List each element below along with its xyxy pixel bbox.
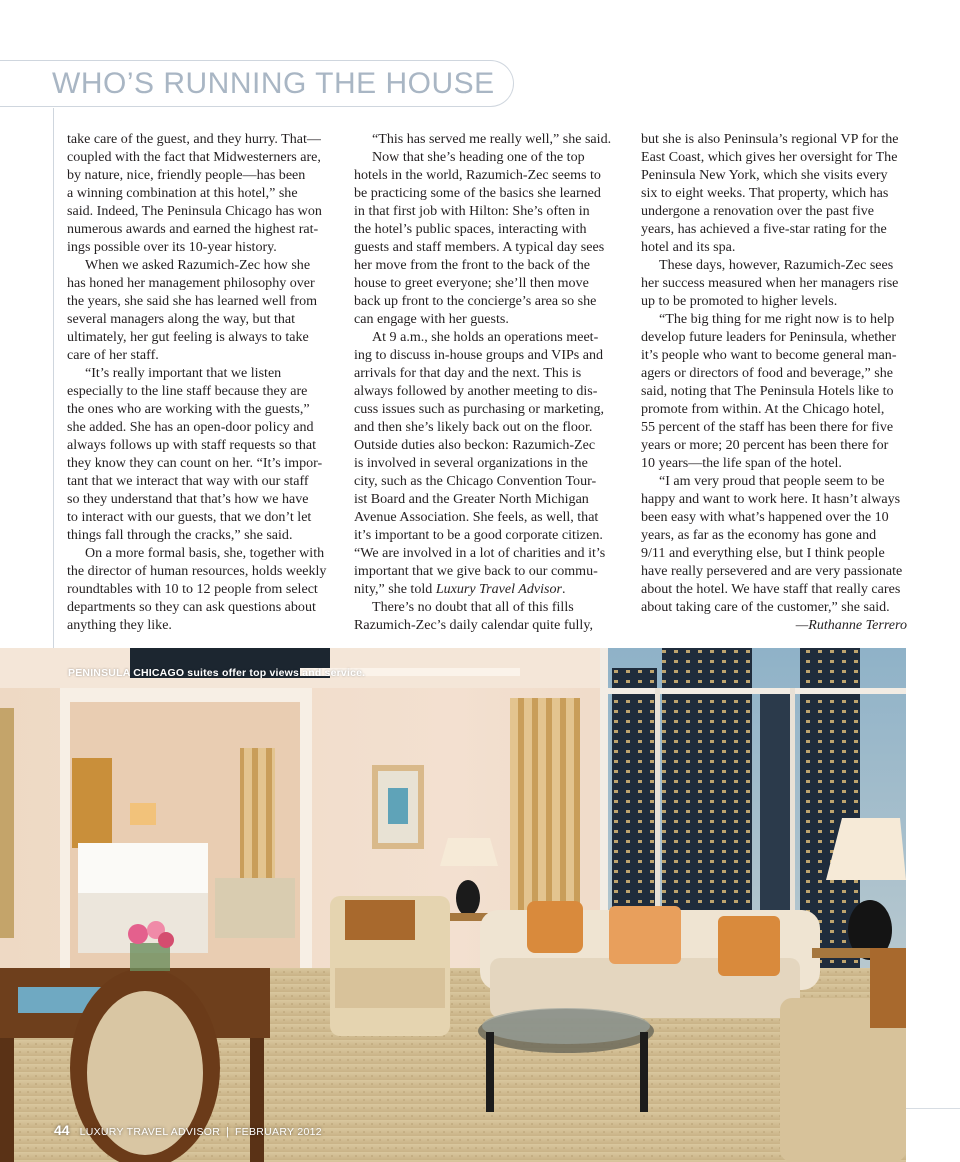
- text-line: promote from within. At the Chicago hotel,: [641, 401, 885, 417]
- text-line: anything they like.: [67, 617, 172, 633]
- text-line: ings possible over its 10-year history.: [67, 239, 277, 255]
- text-line: especially to the line staff because they are: [67, 383, 308, 399]
- text-line: house to greet everyone; she’ll then move: [354, 275, 589, 291]
- text-line: years or more; 20 percent has been there for: [641, 437, 889, 453]
- text-line: guests and staff members. A typical day sees: [354, 239, 605, 255]
- text-line: about taking care of the customer,” she said.: [641, 599, 890, 615]
- text-line: When we asked Razumich-Zec how she: [85, 257, 311, 273]
- text-line: by nature, nice, friendly people—has been: [67, 167, 306, 183]
- text-line: said. Indeed, The Peninsula Chicago has won: [67, 203, 322, 219]
- text-line: ultimately, her gut feeling is always to take: [67, 329, 309, 345]
- text-line: “This has served me really well,” she said.: [372, 131, 612, 147]
- text-line: 55 percent of the staff has been there for five: [641, 419, 894, 435]
- text-line: arrivals for that day and the next. This is: [354, 365, 582, 381]
- text-line: always followed by another meeting to dis-: [354, 383, 598, 399]
- text-line: back up front to the concierge’s area so she: [354, 293, 597, 309]
- text-line: take care of the guest, and they hurry. That—: [67, 131, 321, 147]
- column-rule: [53, 108, 54, 648]
- article-column-3: [641, 130, 907, 634]
- section-header-title: WHO’S RUNNING THE HOUSE: [52, 67, 495, 100]
- text-line: cuss issues such as purchasing or marketing,: [354, 401, 605, 417]
- text-line: she added. She has an open-door policy and: [67, 419, 314, 435]
- text-line: hotel and its spa.: [641, 239, 736, 255]
- text-line: Outside duties also beckon: Razumich-Zec: [354, 437, 596, 453]
- text-line: the years, she said she has learned well from: [67, 293, 318, 309]
- text-line: be practicing some of the basics she learned: [354, 185, 601, 201]
- text-line: been easy with what’s happened over the 10: [641, 509, 889, 525]
- text-line: —Ruthanne Terrero: [795, 617, 907, 633]
- text-line: “It’s really important that we listen: [85, 365, 282, 381]
- text-line: 9/11 and everything else, but I think people: [641, 545, 885, 561]
- text-line: always follows up with staff requests so that: [67, 437, 317, 453]
- text-line: Avenue Association. She feels, as well, that: [354, 509, 599, 525]
- text-line: agers or directors of food and beverage,” she: [641, 365, 893, 381]
- text-line: Peninsula New York, which she visits every: [641, 167, 888, 183]
- text-line: departments so they can ask questions about: [67, 599, 316, 615]
- text-line: At 9 a.m., she holds an operations meet-: [372, 329, 599, 345]
- text-line: the ones who are working with the guests,”: [67, 401, 310, 417]
- text-line: undergone a renovation over the past five: [641, 203, 874, 219]
- text-line: 10 years—the life span of the hotel.: [641, 455, 842, 471]
- text-line: happy and want to work here. It hasn’t always: [641, 491, 901, 507]
- article-column-2: [354, 130, 612, 634]
- text-line: things fall through the cracks,” she said.: [67, 527, 293, 543]
- text-line: up to be promoted to higher levels.: [641, 293, 838, 309]
- text-line: a winning combination at this hotel,” she: [67, 185, 298, 201]
- article-column-1: [67, 130, 333, 634]
- text-line: years, has achieved a five-star rating for the: [641, 221, 887, 237]
- text-line: ing to discuss in-house groups and VIPs and: [354, 347, 604, 363]
- text-line: to interact with our guests, that we don’t let: [67, 509, 312, 525]
- text-line: her success measured when her managers rise: [641, 275, 899, 291]
- text-line: East Coast, which gives her oversight for The: [641, 149, 898, 165]
- text-line: ist Board and the Greater North Michigan: [354, 491, 589, 507]
- text-line: numerous awards and earned the highest rat-: [67, 221, 319, 237]
- text-line: it’s important to be a good corporate citizen.: [354, 527, 603, 543]
- text-line: the hotel’s public spaces, interacting with: [354, 221, 587, 237]
- text-line: have really persevered and are very passionate: [641, 563, 903, 579]
- issue-date: FEBRUARY 2012: [234, 1126, 322, 1138]
- text-line: hotels in the world, Razumich-Zec seems to: [354, 167, 601, 183]
- text-line: the director of human resources, holds weekly: [67, 563, 327, 579]
- text-line: Now that she’s heading one of the top: [372, 149, 585, 165]
- text-line: nity,” she told Luxury Travel Advisor.: [354, 581, 566, 597]
- text-line: has honed her management philosophy over: [67, 275, 315, 291]
- publication-name: LUXURY TRAVEL ADVISOR: [79, 1126, 221, 1138]
- text-line: “The big thing for me right now is to help: [659, 311, 895, 327]
- text-line: several managers along the way, but that: [67, 311, 296, 327]
- text-line: city, such as the Chicago Convention Tour-: [354, 473, 597, 489]
- footer-rule: [906, 1108, 960, 1109]
- text-line: it’s people who want to become general man-: [641, 347, 897, 363]
- text-line: in that first job with Hilton: She’s often in: [354, 203, 590, 219]
- text-line: develop future leaders for Peninsula, whether: [641, 329, 897, 345]
- text-line: they know they can count on her. “It’s impor-: [67, 455, 323, 471]
- text-line: tant that we interact that way with our staff: [67, 473, 309, 489]
- page-footer: [54, 1121, 322, 1139]
- text-line: six to eight weeks. That property, which has: [641, 185, 889, 201]
- text-line: care of her staff.: [67, 347, 159, 363]
- hotel-suite-photo: [0, 648, 906, 1162]
- text-line: important that we give back to our commu-: [354, 563, 598, 579]
- text-line: roundtables with 10 to 12 people from select: [67, 581, 318, 597]
- text-line: but she is also Peninsula’s regional VP for the: [641, 131, 899, 147]
- text-line: so they understand that that’s how we have: [67, 491, 309, 507]
- text-line: There’s no doubt that all of this fills: [372, 599, 574, 615]
- text-line: years, as far as the economy has gone and: [641, 527, 877, 543]
- text-line: “We are involved in a lot of charities and it’s: [354, 545, 606, 561]
- text-line: said, noting that The Peninsula Hotels like to: [641, 383, 894, 399]
- photo-caption: PENINSULA CHICAGO suites offer top views and service.: [68, 667, 366, 679]
- page-number: 44: [54, 1122, 70, 1138]
- text-line: On a more formal basis, she, together with: [85, 545, 325, 561]
- text-line: These days, however, Razumich-Zec sees: [659, 257, 894, 273]
- text-line: Razumich-Zec’s daily calendar quite fully,: [354, 617, 593, 633]
- text-line: “I am very proud that people seem to be: [659, 473, 885, 489]
- text-line: her move from the front to the back of the: [354, 257, 590, 273]
- text-line: can engage with her guests.: [354, 311, 509, 327]
- footer-separator: |: [226, 1126, 229, 1138]
- text-line: is involved in several organizations in the: [354, 455, 588, 471]
- text-line: about the hotel. We have staff that really cares: [641, 581, 901, 597]
- text-line: and then she’s likely back out on the floor.: [354, 419, 593, 435]
- text-line: coupled with the fact that Midwesterners are,: [67, 149, 321, 165]
